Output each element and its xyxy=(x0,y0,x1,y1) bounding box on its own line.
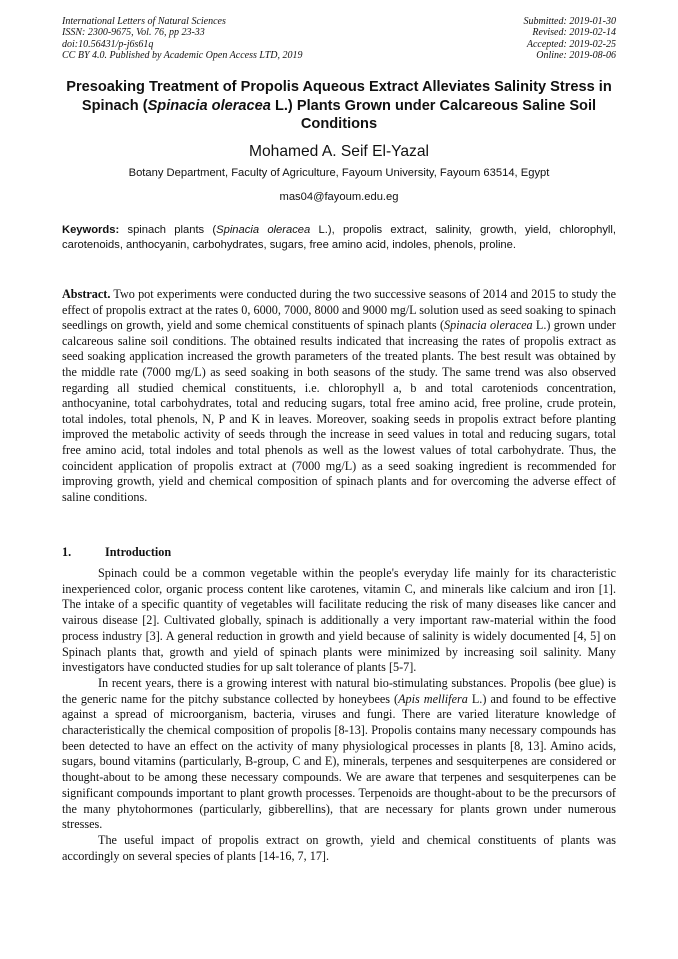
date-accepted: Accepted: 2019-02-25 xyxy=(526,38,616,50)
journal-issn: ISSN: 2300-9675, Vol. 76, pp 23-33 xyxy=(62,27,205,39)
keywords-text-1: spinach plants ( xyxy=(119,224,217,236)
abstract-species: Spinacia oleracea xyxy=(444,318,533,333)
author-email: mas04@fayoum.edu.eg xyxy=(279,191,399,203)
introduction-body xyxy=(62,566,616,864)
paper-title xyxy=(62,78,616,134)
title-part-1: Presoaking Treatment of Propolis Aqueous Extract Alleviates Salinity Stress in Spinach ( xyxy=(66,79,612,114)
journal-name: International Letters of Natural Sciences xyxy=(62,16,226,27)
intro-paragraph-3: The useful impact of propolis extract on growth, yield and chemical constituents of plants was accordingly on several species of plants [14-16, 7, 17]. xyxy=(62,832,616,863)
keywords-text-2: L.), propolis extract, salinity, growth, yield, chlorophyll, carotenoids, anthocyanin, carbohydrates, sugars, free amino acid, indoles, phenols, proline. xyxy=(62,224,616,252)
author-affiliation: Botany Department, Faculty of Agriculture, Fayoum University, Fayoum 63514, Egypt xyxy=(128,167,550,179)
abstract-text-2: L.) grown under calcareous saline soil conditions. The obtained results indicated that increasing the rates of propolis extract as seed soaking application increased the growth parameters of the treated plants. The best result was obtained by the middle rate (7000 mg/L) as seed soaking in both seasons of the study. The same trend was also observed regarding all studied chemical constituents, i.e. chlorophyll a, b and total caroteniods concentration, anthocyanine, total carbohydrates, total and reducing sugars, total free amino acid, free proline, crude protein, total indoles, total phenols, N, P and K in leaves. Moreover, soaking seeds in propolis extract before planting improved the metabolic activity of seeds through the increase in seed values in total and reducing sugars, total free amino acid, total indoles and total phenols as well as the lowest values of total carbohydrate. Thus, the coincident application of propolis extract at (7000 mg/L) as a seed soaking ingredient is recommended for improving growth, yield and chemical composition of spinach plants and for overcoming the adverse effect of saline conditions. xyxy=(62,318,616,504)
intro-paragraph-1: Spinach could be a common vegetable within the people's everyday life mainly for its characteristic inexperienced color, organic process content like carotenes, vitamin C, and minerals like calcium and iron [1]. The intake of a specific quantity of vegetables will facilitate reducing the risk of many diseases like cancer and vairous disease [2]. Cultivated globally, spinach is additionally a very important raw-material within the food process industry [3]. A general reduction in growth and yield because of salinity is widely documented [4, 5] on Spinach plants that, growth and yield of spinach plants were minimized by increasing soil salinity. Many investigators have conducted studies for up salt tolerance of plants [5-7]. xyxy=(62,566,616,675)
keywords-species: Spinacia oleracea xyxy=(216,224,311,236)
date-online: Online: 2019-08-06 xyxy=(536,49,616,61)
journal-doi: doi:10.56431/p-j6s61q xyxy=(62,38,154,50)
abstract-label: Abstract. xyxy=(62,287,111,301)
journal-license: CC BY 4.0. Published by Academic Open Access LTD, 2019 xyxy=(62,49,303,61)
intro-p2-species: Apis mellifera xyxy=(398,691,468,706)
date-revised: Revised: 2019-02-14 xyxy=(532,27,616,39)
abstract xyxy=(62,287,616,505)
author-name: Mohamed A. Seif El-Yazal xyxy=(249,143,429,160)
dates-header xyxy=(396,16,616,61)
journal-header xyxy=(62,16,382,61)
intro-paragraph-2 xyxy=(62,676,616,833)
intro-p2-text-1: In recent years, there is a growing interest with natural bio-stimulating substances. Propolis (bee glue) is the generic name for the pitchy substance collected by honeybees ( xyxy=(62,675,616,706)
title-species: Spinacia oleracea xyxy=(147,97,271,114)
intro-p2-text-2: L.) and found to be effective against a spread of microorganism, bacteria, viruses and fungi. There are varied literature knowledge of characteristically the chemical composition of propolis [8-13]. Propolis contains many necessary compounds has been detected to have an effect on the activity of many physiological processes in plants [8, 13]. Amino acids, sugars, bound vitamins (particularly, B-group, C and E), minerals, terpenes and sesquiterpenes are considered or thought-about to be among these necessary compounds. We are aware that terpenes and sesquiterpenes can be significant compounds important to plant growth processes. Terpenoids are thought-about to be the precursors of the many phytohormones (particularly, gibberellins), that are necessary for plants grown under numerous stresses. xyxy=(62,691,617,832)
date-submitted: Submitted: 2019-01-30 xyxy=(523,16,616,27)
abstract-text-1: Two pot experiments were conducted during the two successive seasons of 2014 and 2015 to study the effect of propolis extract at the rates 0, 6000, 7000, 8000 and 9000 mg/L solution used as seed soaking to spinach seedlings on growth, yield and some chemical constituents of spinach plants ( xyxy=(62,287,616,333)
section-heading xyxy=(62,544,616,560)
keywords-label: Keywords: xyxy=(62,224,120,236)
keywords xyxy=(62,223,616,254)
section-number: 1. xyxy=(62,545,72,559)
title-part-2: L.) Plants Grown under Calcareous Saline Soil Conditions xyxy=(270,97,597,132)
section-title: Introduction xyxy=(105,545,172,559)
